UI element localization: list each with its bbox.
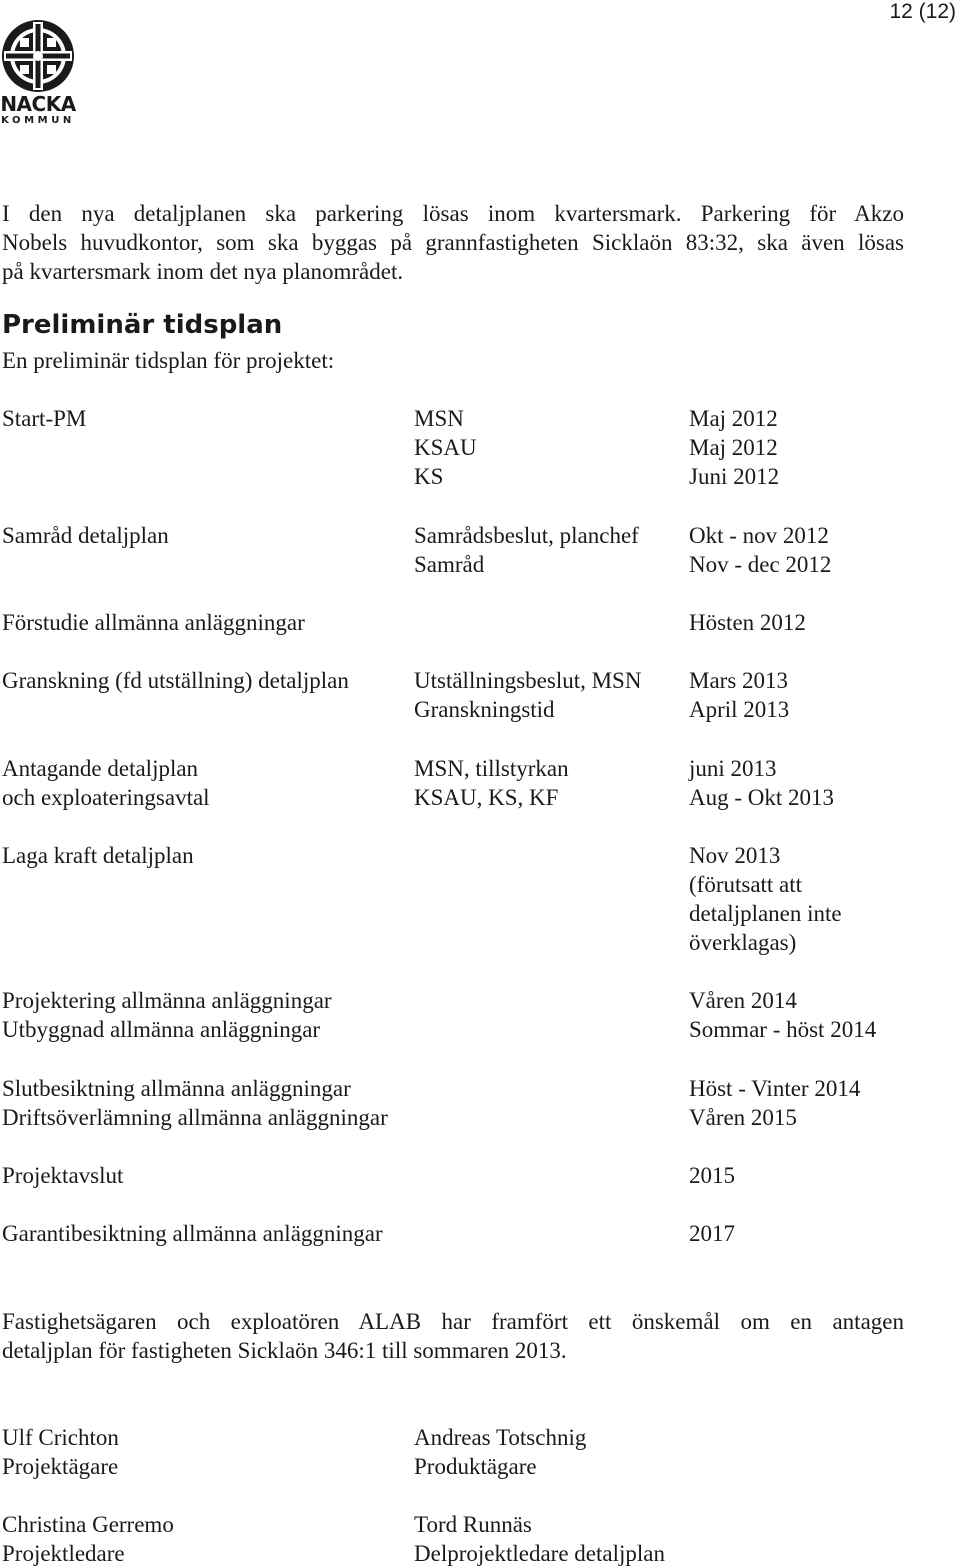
intro-line: på kvartersmark inom det nya planområdet.: [2, 259, 404, 284]
schedule-activity: Utbyggnad allmänna anläggningar: [2, 1017, 321, 1042]
schedule-activity: Projektavslut: [2, 1163, 124, 1188]
schedule-time: Mars 2013: [689, 668, 789, 693]
schedule-time: April 2013: [689, 697, 790, 722]
schedule-time: Maj 2012: [689, 406, 778, 431]
schedule-decision: Samrådsbeslut, planchef: [414, 523, 639, 548]
schedule-decision: Granskningstid: [414, 697, 555, 722]
closing-line: detaljplan för fastigheten Sicklaön 346:1 till sommaren 2013.: [2, 1338, 567, 1363]
schedule-activity: Granskning (fd utställning) detaljplan: [2, 668, 349, 693]
signature-name: Tord Runnäs: [414, 1512, 532, 1537]
schedule-time: Aug - Okt 2013: [689, 785, 835, 810]
page-number: 12 (12): [889, 0, 956, 23]
schedule-time: 2015: [689, 1163, 735, 1188]
logo-name: NACKA: [0, 92, 76, 116]
schedule-activity: Samråd detaljplan: [2, 523, 169, 548]
schedule-time: juni 2013: [689, 756, 777, 781]
schedule-decision: KS: [414, 464, 444, 489]
schedule-decision: KSAU: [414, 435, 477, 460]
signature-role: Projektledare: [2, 1541, 125, 1566]
section-subheading: En preliminär tidsplan för projektet:: [2, 348, 335, 373]
intro-line: I den nya detaljplanen ska parkering lösas inom kvartersmark. Parkering för Akzo: [2, 201, 904, 226]
schedule-activity: Slutbesiktning allmänna anläggningar: [2, 1076, 351, 1101]
closing-paragraph: [2, 1307, 904, 1365]
signature-role: Produktägare: [414, 1454, 537, 1479]
schedule-decision: Samråd: [414, 552, 485, 577]
schedule-time: Nov - dec 2012: [689, 552, 832, 577]
schedule-time: Juni 2012: [689, 464, 780, 489]
schedule-time: 2017: [689, 1221, 735, 1246]
schedule-activity: Garantibesiktning allmänna anläggningar: [2, 1221, 383, 1246]
schedule-time: överklagas): [689, 930, 797, 955]
intro-line: Nobels huvudkontor, som ska byggas på grannfastigheten Sicklaön 83:32, ska även lösas: [2, 230, 904, 255]
schedule-decision: Utställningsbeslut, MSN: [414, 668, 642, 693]
signature-name: Andreas Totschnig: [414, 1425, 587, 1450]
schedule-activity: Laga kraft detaljplan: [2, 843, 194, 868]
schedule-time: (förutsatt att: [689, 872, 803, 897]
signature-name: Christina Gerremo: [2, 1512, 174, 1537]
nacka-emblem-icon: [0, 18, 76, 94]
schedule-time: detaljplanen inte: [689, 901, 842, 926]
schedule-decision: MSN, tillstyrkan: [414, 756, 569, 781]
schedule-time: Okt - nov 2012: [689, 523, 829, 548]
schedule-time: Maj 2012: [689, 435, 778, 460]
schedule-activity: Driftsöverlämning allmänna anläggningar: [2, 1105, 388, 1130]
closing-line: Fastighetsägaren och exploatören ALAB har framfört ett önskemål om en antagen: [2, 1309, 904, 1334]
intro-paragraph: [2, 199, 904, 286]
nacka-kommun-logo: [0, 18, 76, 126]
schedule-decision: MSN: [414, 406, 464, 431]
schedule-time: Våren 2014: [689, 988, 797, 1013]
schedule-time: Sommar - höst 2014: [689, 1017, 877, 1042]
schedule-activity: Start-PM: [2, 406, 87, 431]
schedule-activity: Förstudie allmänna anläggningar: [2, 610, 305, 635]
schedule-activity: och exploateringsavtal: [2, 785, 210, 810]
signature-role: Delprojektledare detaljplan: [414, 1541, 665, 1566]
signature-name: Ulf Crichton: [2, 1425, 119, 1450]
schedule-activity: Antagande detaljplan: [2, 756, 199, 781]
section-heading: Preliminär tidsplan: [2, 310, 283, 340]
schedule-time: Våren 2015: [689, 1105, 797, 1130]
logo-sub: KOMMUN: [1, 115, 75, 126]
schedule-time: Nov 2013: [689, 843, 781, 868]
schedule-time: Hösten 2012: [689, 610, 806, 635]
signature-role: Projektägare: [2, 1454, 119, 1479]
schedule-time: Höst - Vinter 2014: [689, 1076, 861, 1101]
schedule-decision: KSAU, KS, KF: [414, 785, 559, 810]
schedule-activity: Projektering allmänna anläggningar: [2, 988, 332, 1013]
